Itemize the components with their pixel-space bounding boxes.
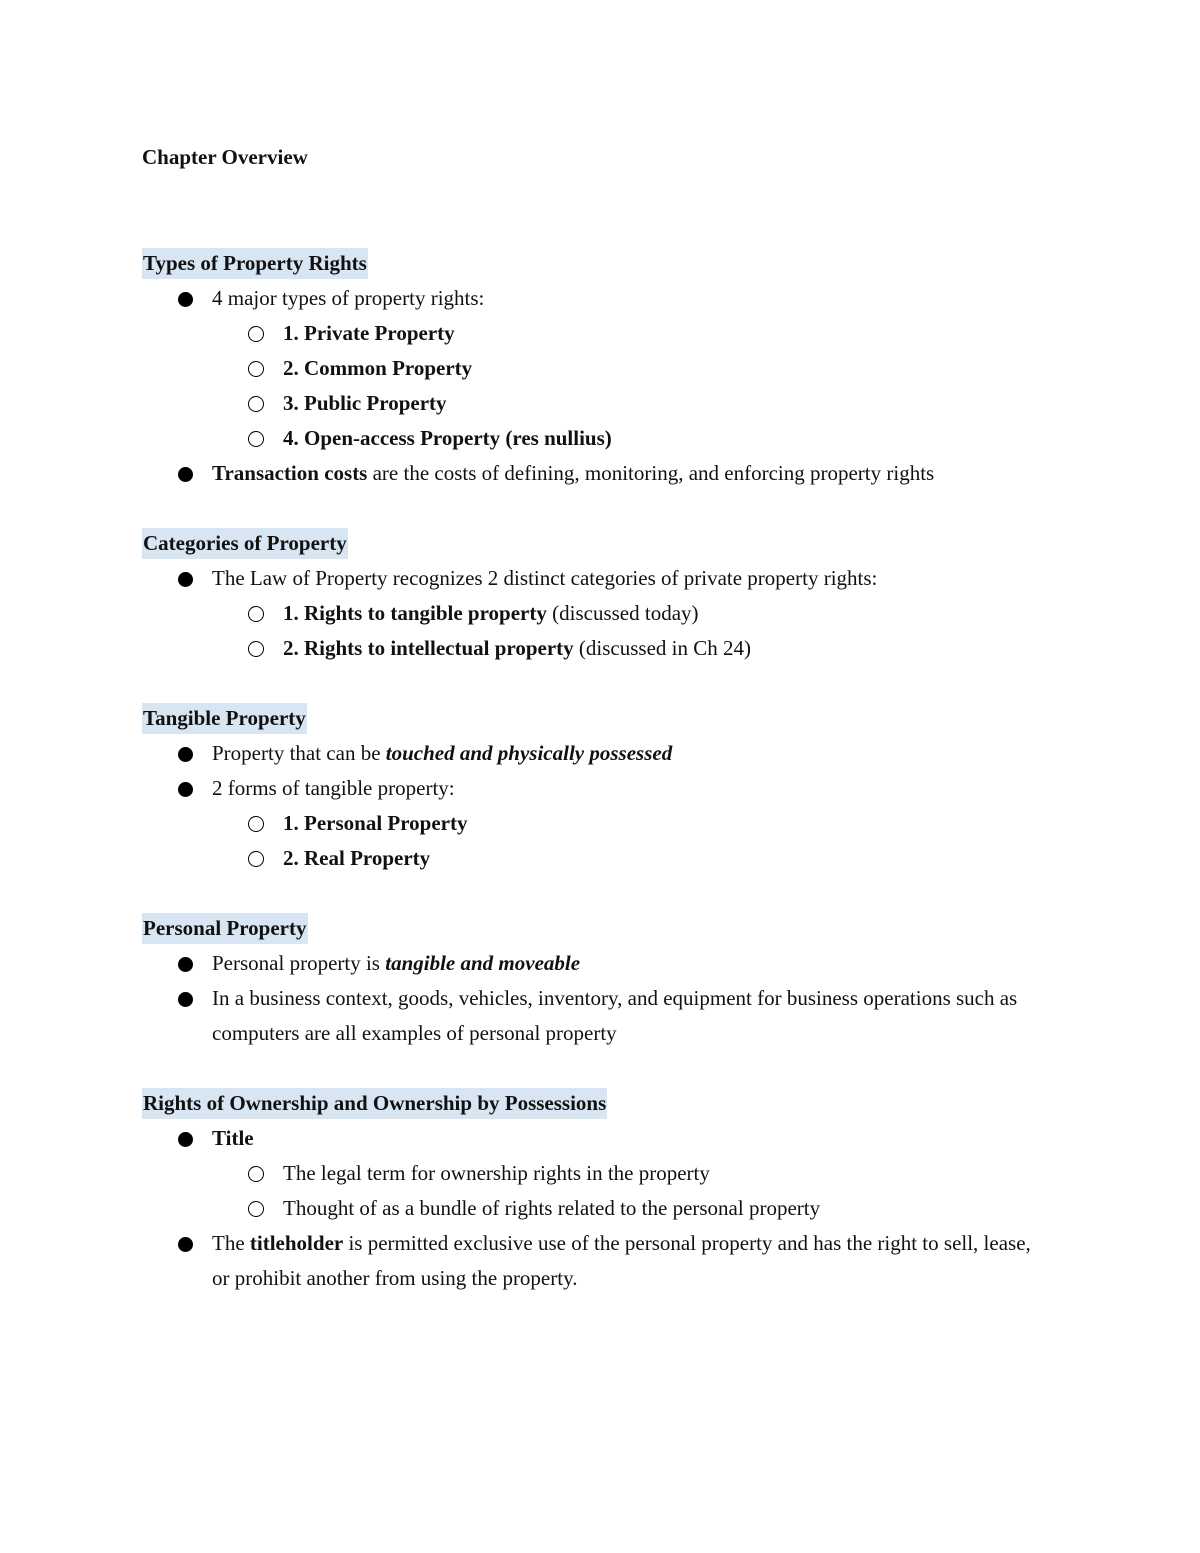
list-item-text: The Law of Property recognizes 2 distinct categories of private property rights: — [212, 566, 878, 590]
sub-list-item — [142, 841, 1062, 876]
list-item — [142, 456, 1062, 491]
sub-list-item — [142, 596, 1062, 631]
list-item — [142, 946, 1062, 981]
list-item-bold-term: Transaction costs — [212, 461, 368, 485]
section-types-of-property-rights — [142, 246, 1062, 491]
list-item — [142, 1121, 1062, 1156]
hollow-bullet-icon — [248, 326, 264, 342]
sub-list-item-text: (discussed today) — [546, 601, 699, 625]
bullet-list — [142, 561, 1062, 596]
list-item-emphasis: tangible and moveable — [385, 951, 581, 975]
sub-bullet-list — [142, 596, 1062, 666]
sub-list-item — [142, 1156, 1062, 1191]
section-heading — [142, 701, 1062, 736]
hollow-bullet-icon — [248, 431, 264, 447]
bullet-list — [142, 456, 1062, 491]
heading-highlight: Rights of Ownership and Ownership by Possessions — [142, 1088, 607, 1119]
sub-list-item-text: (discussed in Ch 24) — [573, 636, 751, 660]
hollow-bullet-icon — [248, 361, 264, 377]
sub-bullet-list — [142, 806, 1062, 876]
sub-list-item — [142, 386, 1062, 421]
list-item-text: 2 forms of tangible property: — [212, 776, 455, 800]
hollow-bullet-icon — [248, 816, 264, 832]
hollow-bullet-icon — [248, 1201, 264, 1217]
sub-list-item-text: The legal term for ownership rights in the property — [283, 1161, 710, 1185]
filled-bullet-icon — [178, 1237, 193, 1252]
heading-highlight: Categories of Property — [142, 528, 348, 559]
sub-list-item — [142, 316, 1062, 351]
list-item-text: Title — [212, 1126, 254, 1150]
bullet-list — [142, 736, 1062, 806]
hollow-bullet-icon — [248, 606, 264, 622]
bullet-list — [142, 281, 1062, 316]
hollow-bullet-icon — [248, 396, 264, 412]
section-categories-of-property — [142, 526, 1062, 666]
hollow-bullet-icon — [248, 851, 264, 867]
sub-list-item-text: Thought of as a bundle of rights related to the personal property — [283, 1196, 821, 1220]
bullet-list — [142, 1226, 1062, 1296]
heading-highlight: Types of Property Rights — [142, 248, 368, 279]
sub-list-item-text: 3. Public Property — [283, 391, 447, 415]
filled-bullet-icon — [178, 747, 193, 762]
filled-bullet-icon — [178, 782, 193, 797]
list-item-text: are the costs of defining, monitoring, and enforcing property rights — [367, 461, 935, 485]
title-spacer — [142, 175, 1062, 246]
list-item — [142, 561, 1062, 596]
sub-list-item — [142, 806, 1062, 841]
list-item — [142, 981, 1062, 1051]
sub-list-item-text: 4. Open-access Property (res nullius) — [283, 426, 612, 450]
filled-bullet-icon — [178, 572, 193, 587]
sub-list-item-text: 1. Personal Property — [283, 811, 468, 835]
list-item — [142, 736, 1062, 771]
sub-list-item — [142, 631, 1062, 666]
section-tangible-property — [142, 701, 1062, 876]
bullet-list — [142, 1121, 1062, 1156]
bullet-list — [142, 946, 1062, 1051]
sub-list-item-text: 2. Common Property — [283, 356, 473, 380]
section-personal-property — [142, 911, 1062, 1051]
list-item — [142, 281, 1062, 316]
heading-highlight: Personal Property — [142, 913, 308, 944]
list-item-text: 4 major types of property rights: — [212, 286, 485, 310]
filled-bullet-icon — [178, 992, 193, 1007]
section-rights-of-ownership — [142, 1086, 1062, 1296]
list-item-text: The — [212, 1231, 250, 1255]
sub-list-item-text: 1. Private Property — [283, 321, 455, 345]
section-heading — [142, 246, 1062, 281]
list-item — [142, 1226, 1062, 1296]
sub-bullet-list — [142, 1156, 1062, 1226]
section-heading — [142, 1086, 1062, 1121]
list-item-text: is permitted exclusive use of the personal property and has the right to sell, lease, or prohibit another from using the property. — [212, 1231, 1031, 1290]
sub-list-item — [142, 351, 1062, 386]
list-item-text: Property that can be — [212, 741, 386, 765]
sub-list-item — [142, 421, 1062, 456]
list-item-text: Personal property is — [212, 951, 386, 975]
filled-bullet-icon — [178, 467, 193, 482]
hollow-bullet-icon — [248, 1166, 264, 1182]
list-item-bold-term: titleholder — [249, 1231, 344, 1255]
list-item-text: In a business context, goods, vehicles, inventory, and equipment for business operations such as computers are all examples of personal property — [212, 986, 1018, 1045]
filled-bullet-icon — [178, 957, 193, 972]
list-item-emphasis: touched and physically possessed — [385, 741, 673, 765]
sub-list-item — [142, 1191, 1062, 1226]
filled-bullet-icon — [178, 1132, 193, 1147]
document-title: Chapter Overview — [142, 145, 308, 169]
section-heading — [142, 526, 1062, 561]
document-page — [142, 140, 1062, 1296]
list-item — [142, 771, 1062, 806]
list-item-paragraph — [212, 1226, 1042, 1296]
filled-bullet-icon — [178, 292, 193, 307]
section-heading — [142, 911, 1062, 946]
sub-list-item-text: 2. Real Property — [283, 846, 431, 870]
heading-highlight: Tangible Property — [142, 703, 307, 734]
hollow-bullet-icon — [248, 641, 264, 657]
sub-bullet-list — [142, 316, 1062, 456]
sub-list-item-bold-term: 1. Rights to tangible property — [283, 601, 547, 625]
sub-list-item-bold-term: 2. Rights to intellectual property — [283, 636, 574, 660]
